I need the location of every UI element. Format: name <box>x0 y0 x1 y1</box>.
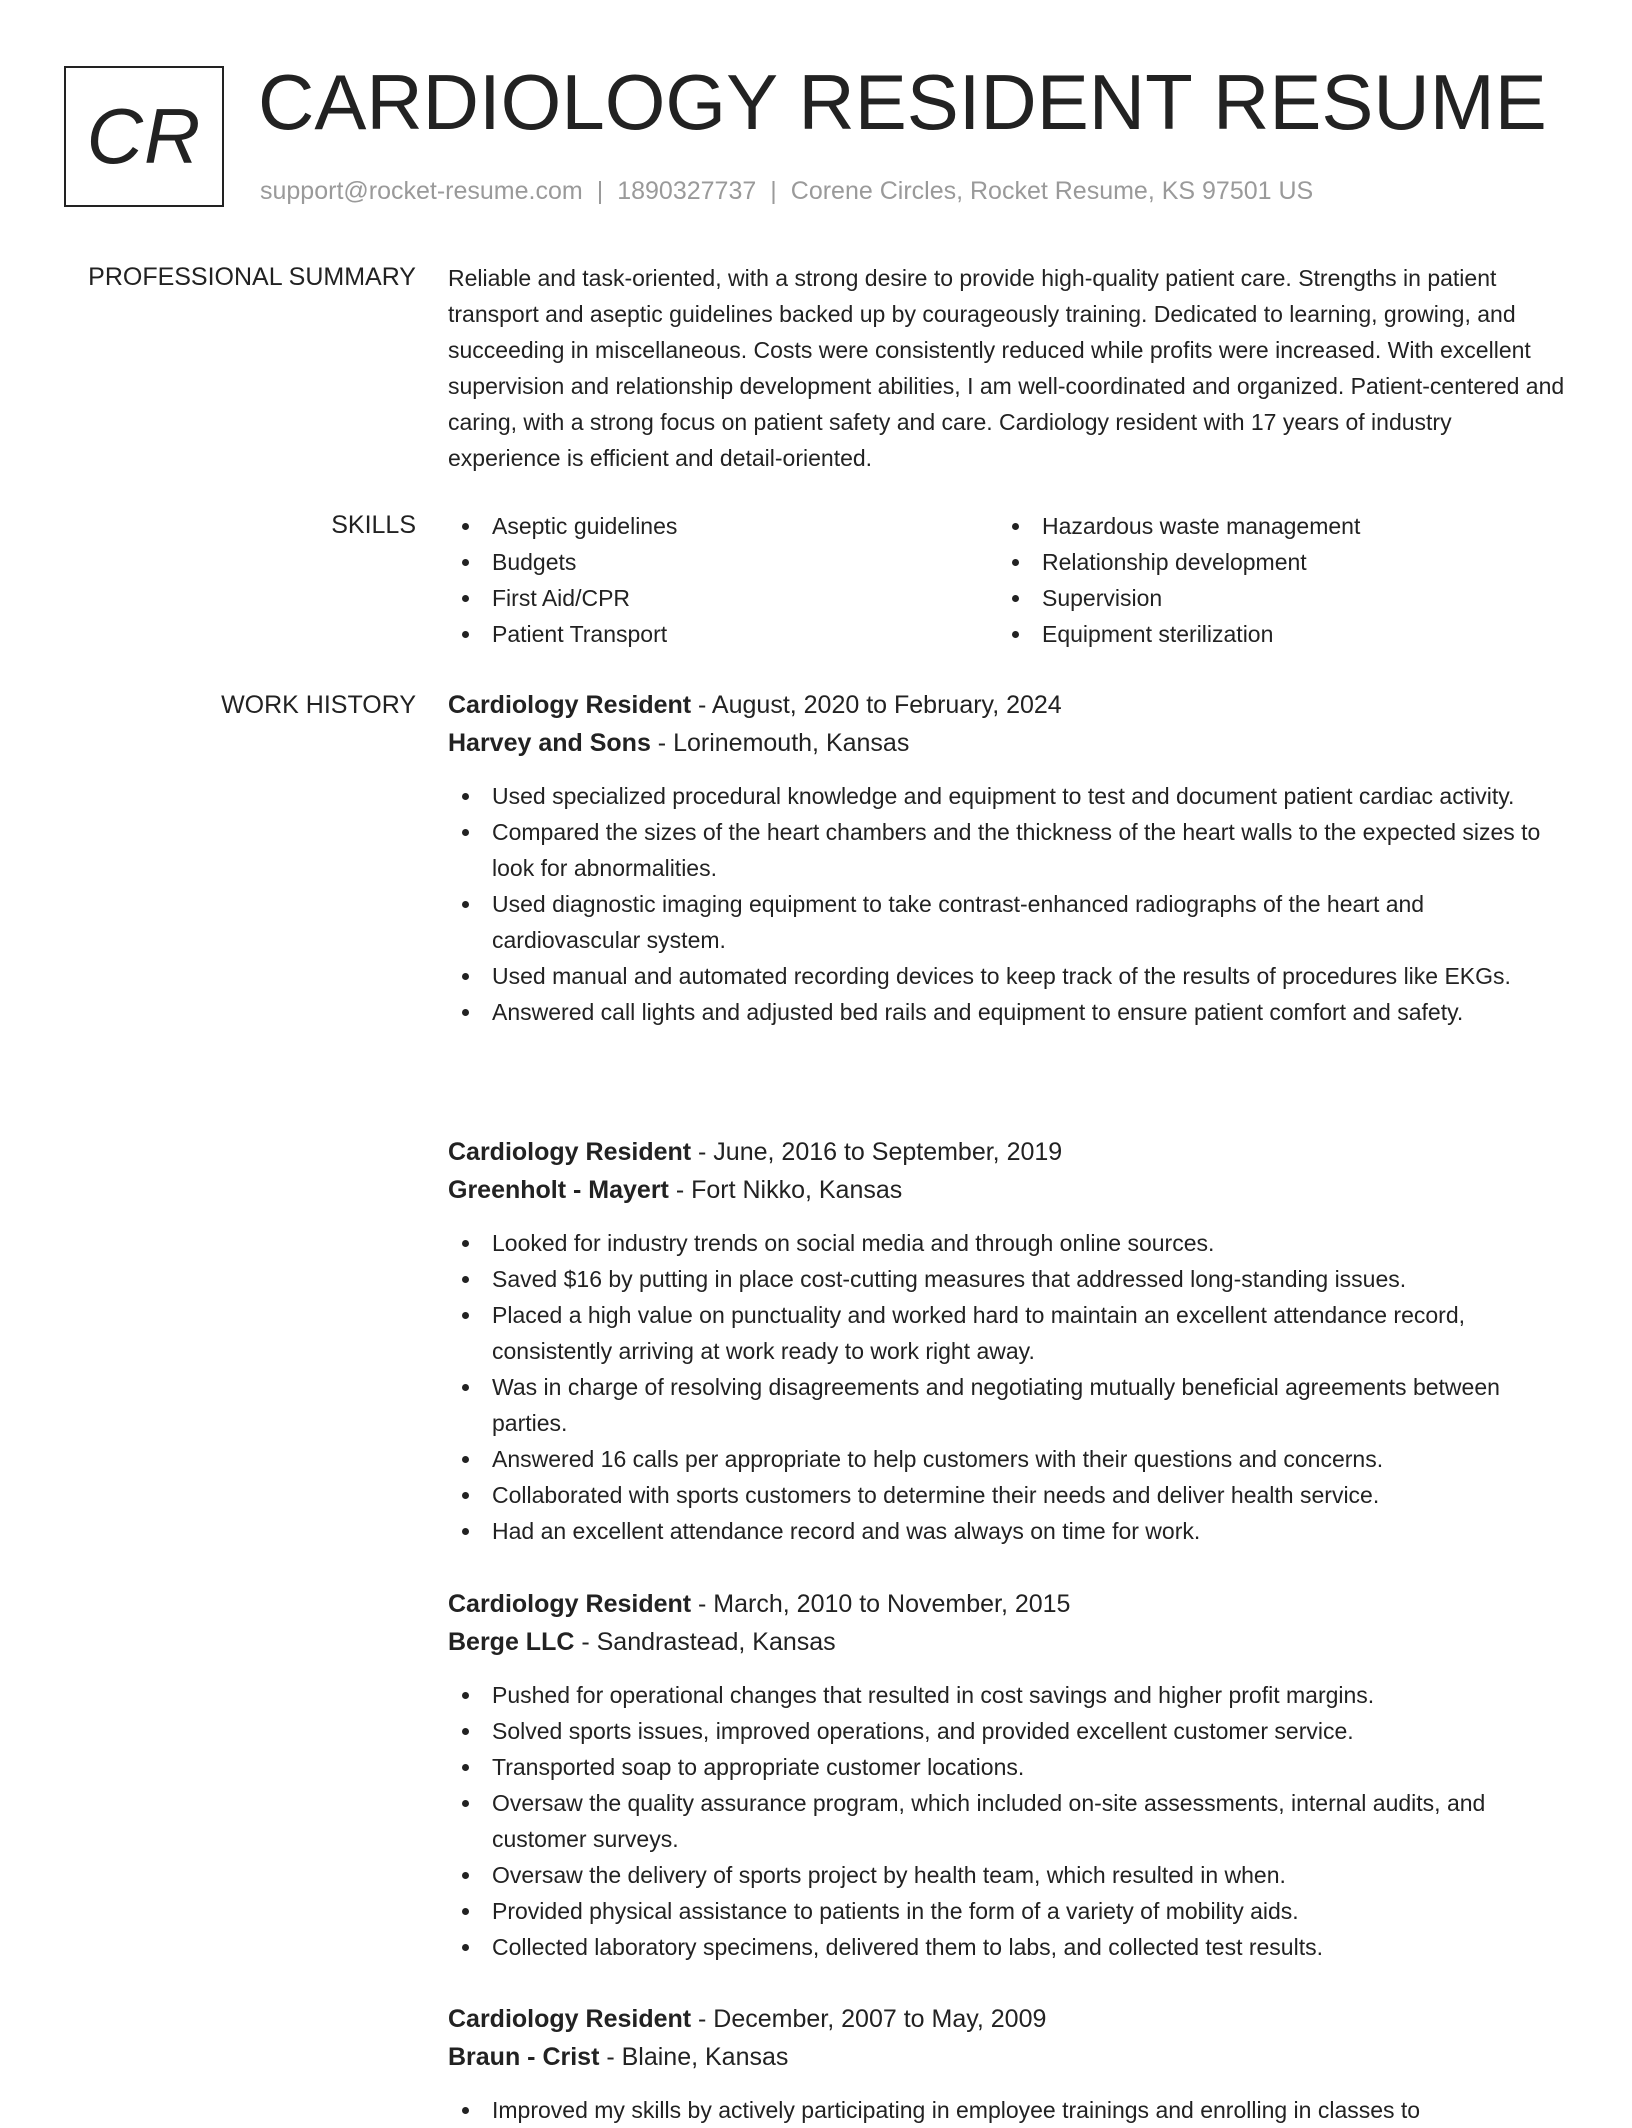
job-bullet: Used diagnostic imaging equipment to take contrast-enhanced radiographs of the heart and cardiovascular system. <box>448 886 1578 958</box>
work-history-heading: WORK HISTORY <box>221 691 416 719</box>
job-company: Berge LLC <box>448 1628 575 1656</box>
job-title: Cardiology Resident <box>448 2005 692 2033</box>
monogram: CR <box>64 66 224 207</box>
job-bullet: Answered 16 calls per appropriate to help customers with their questions and concerns. <box>448 1441 1578 1477</box>
job-dates: - August, 2020 to February, 2024 <box>691 691 1062 719</box>
job-bullet: Answered call lights and adjusted bed rails and equipment to ensure patient comfort and safety. <box>448 994 1578 1030</box>
job-bullets <box>448 2092 1578 2128</box>
job-company-line <box>448 1623 1578 1661</box>
skill-item: Hazardous waste management <box>998 508 1360 544</box>
summary-heading: PROFESSIONAL SUMMARY <box>88 263 416 291</box>
job-company-line <box>448 1171 1578 1209</box>
address: Corene Circles, Rocket Resume, KS 97501 US <box>790 177 1314 205</box>
job-bullet: Improved my skills by actively participating in employee trainings and enrolling in classes to <box>448 2092 1578 2128</box>
job-dates: - March, 2010 to November, 2015 <box>691 1590 1071 1618</box>
job-entry <box>448 686 1578 1030</box>
job-title-line <box>448 686 1578 724</box>
job-title-line <box>448 2000 1578 2038</box>
job-location: - Fort Nikko, Kansas <box>668 1176 903 1204</box>
contact-line <box>260 176 1313 206</box>
job-bullets <box>448 778 1578 1030</box>
resume-title: CARDIOLOGY RESIDENT RESUME <box>258 58 1547 146</box>
job-bullet: Transported soap to appropriate customer locations. <box>448 1749 1578 1785</box>
job-company: Greenholt - Mayert <box>448 1176 669 1204</box>
job-title: Cardiology Resident <box>448 1590 692 1618</box>
job-dates: - June, 2016 to September, 2019 <box>691 1138 1063 1166</box>
job-bullet: Solved sports issues, improved operations, and provided excellent customer service. <box>448 1713 1578 1749</box>
job-company-line <box>448 724 1578 762</box>
skill-item: Relationship development <box>998 544 1360 580</box>
job-bullet: Saved $16 by putting in place cost-cutting measures that addressed long-standing issues. <box>448 1261 1578 1297</box>
job-bullet: Looked for industry trends on social media and through online sources. <box>448 1225 1578 1261</box>
skill-item: Aseptic guidelines <box>448 508 677 544</box>
skill-item: Patient Transport <box>448 616 677 652</box>
job-bullet: Had an excellent attendance record and was always on time for work. <box>448 1513 1578 1549</box>
job-company: Harvey and Sons <box>448 729 651 757</box>
job-bullet: Oversaw the delivery of sports project by health team, which resulted in when. <box>448 1857 1578 1893</box>
job-bullets <box>448 1225 1578 1549</box>
skill-item: Supervision <box>998 580 1360 616</box>
phone[interactable]: 1890327737 <box>617 177 757 205</box>
summary-text: Reliable and task-oriented, with a strong desire to provide high-quality patient care. Strengths in patient transport and aseptic guidelines backed up by courageously training. Dedicated to learning, growing, and succeeding in miscellaneous. Costs were consistently reduced while profits were increased. With excellent supervision and relationship development abilities, I am well-coordinated and organized. Patient-centered and caring, with a strong focus on patient safety and care. Cardiology resident with 17 years of industry experience is efficient and detail-oriented. <box>448 265 1565 471</box>
separator: | <box>770 177 777 205</box>
job-title-line <box>448 1133 1578 1171</box>
job-location: - Blaine, Kansas <box>599 2043 789 2071</box>
job-company-line <box>448 2038 1578 2076</box>
skills-heading: SKILLS <box>331 511 416 539</box>
job-bullet: Oversaw the quality assurance program, which included on-site assessments, internal audits, and customer surveys. <box>448 1785 1578 1857</box>
job-bullet: Provided physical assistance to patients in the form of a variety of mobility aids. <box>448 1893 1578 1929</box>
job-bullets <box>448 1677 1578 1965</box>
job-title: Cardiology Resident <box>448 691 692 719</box>
job-entry <box>448 1133 1578 1549</box>
email[interactable]: support@rocket-resume.com <box>260 177 583 205</box>
job-bullet: Pushed for operational changes that resulted in cost savings and higher profit margins. <box>448 1677 1578 1713</box>
job-bullet: Compared the sizes of the heart chambers and the thickness of the heart walls to the expected sizes to look for abnormalities. <box>448 814 1578 886</box>
job-bullet: Was in charge of resolving disagreements and negotiating mutually beneficial agreements between parties. <box>448 1369 1578 1441</box>
job-company: Braun - Crist <box>448 2043 600 2071</box>
skills-list-left <box>448 508 677 652</box>
job-bullet: Collected laboratory specimens, delivered them to labs, and collected test results. <box>448 1929 1578 1965</box>
job-dates: - December, 2007 to May, 2009 <box>691 2005 1047 2033</box>
job-bullet: Used specialized procedural knowledge and equipment to test and document patient cardiac activity. <box>448 778 1578 814</box>
job-bullet: Placed a high value on punctuality and worked hard to maintain an excellent attendance record, consistently arriving at work ready to work right away. <box>448 1297 1578 1369</box>
job-bullet: Used manual and automated recording devices to keep track of the results of procedures like EKGs. <box>448 958 1578 994</box>
job-entry <box>448 2000 1578 2128</box>
job-location: - Sandrastead, Kansas <box>574 1628 836 1656</box>
skill-item: Budgets <box>448 544 677 580</box>
job-title: Cardiology Resident <box>448 1138 692 1166</box>
separator: | <box>596 177 604 205</box>
job-title-line <box>448 1585 1578 1623</box>
job-entry <box>448 1585 1578 1965</box>
skill-item: First Aid/CPR <box>448 580 677 616</box>
job-bullet: Collaborated with sports customers to determine their needs and deliver health service. <box>448 1477 1578 1513</box>
job-location: - Lorinemouth, Kansas <box>650 729 910 757</box>
skill-item: Equipment sterilization <box>998 616 1360 652</box>
skills-list-right <box>998 508 1360 652</box>
